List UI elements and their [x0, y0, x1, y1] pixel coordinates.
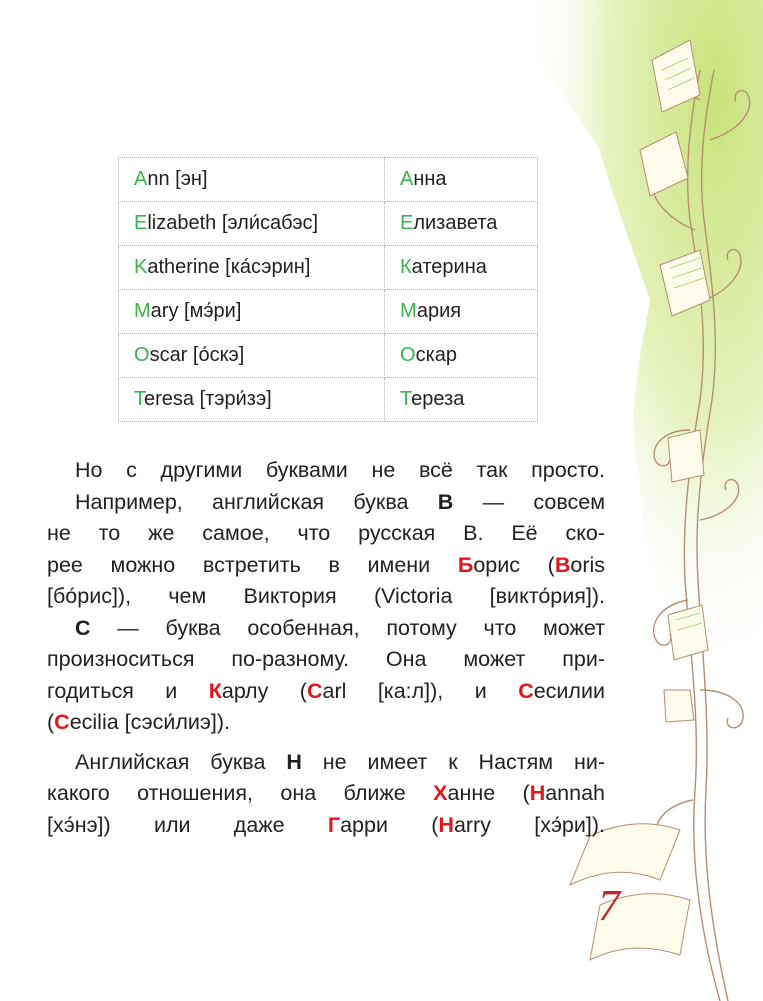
table-row [119, 202, 538, 246]
page-number: 7 [598, 881, 620, 930]
english-name-cell: Katherine [ка́сэрин] [119, 246, 385, 290]
body-text [47, 455, 606, 841]
english-name-cell: Mary [мэ́ри] [119, 290, 385, 334]
paragraph-line: не то же самое, что русская В. Её ско- [47, 521, 605, 545]
paragraph-line: произноситься по-разному. Она может при- [47, 647, 605, 671]
english-name-cell: Elizabeth [эли́сабэс] [119, 202, 385, 246]
paragraph-line: рее можно встретить в имени Борис (Boris [47, 552, 606, 577]
paragraph-line: [бо́рис]), чем Виктория (Victoria [викто́рия]). [47, 584, 605, 608]
table-row [119, 378, 538, 422]
table-row [119, 246, 538, 290]
table-row [119, 158, 538, 202]
russian-name-cell: Елизавета [385, 202, 538, 246]
table-row [119, 290, 538, 334]
english-name-cell: Teresa [тэри́зэ] [119, 378, 385, 422]
russian-name-cell: Оскар [385, 334, 538, 378]
paragraph-line: Например, английская буква B — совсем [75, 489, 605, 514]
paragraph-line: Но с другими буквами не всё так просто. [75, 458, 605, 482]
russian-name-cell: Анна [385, 158, 538, 202]
paragraph-line: годиться и Карлу (Carl [ка:л]), и Сесилии [47, 678, 606, 703]
russian-name-cell: Мария [385, 290, 538, 334]
english-name-cell: Ann [эн] [119, 158, 385, 202]
table-row [119, 334, 538, 378]
russian-name-cell: Тереза [385, 378, 538, 422]
paragraph-line: C — буква особенная, потому что может [75, 615, 605, 640]
paragraph-line: Английская буква H не имеет к Настям ни- [75, 749, 605, 774]
russian-name-cell: Катерина [385, 246, 538, 290]
english-name-cell: Oscar [о́скэ] [119, 334, 385, 378]
paragraph-line: (Cecilia [сэси́лиэ]). [47, 710, 230, 734]
paragraph-line: [хэ́нэ]) или даже Гарри (Harry [хэ́ри]). [47, 812, 605, 837]
paragraph-line: какого отношения, она ближе Ханне (Hannah [47, 781, 606, 805]
names-table [118, 157, 538, 422]
